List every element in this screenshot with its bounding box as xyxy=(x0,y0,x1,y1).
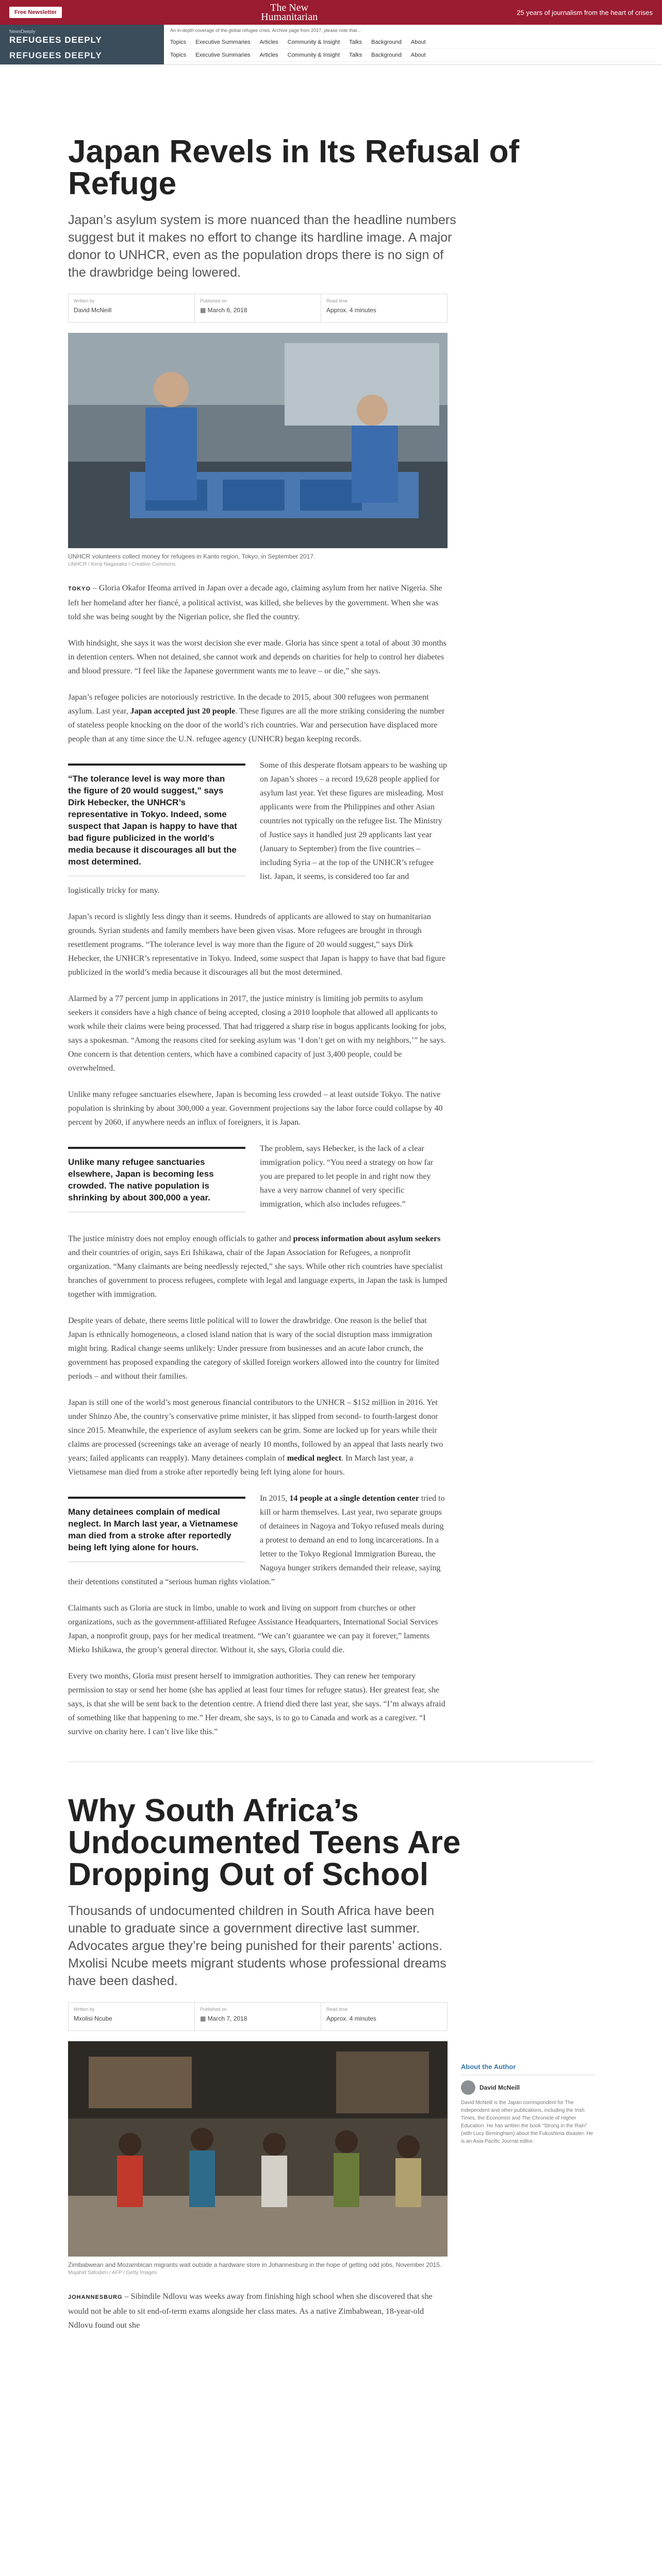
nav-item-community-insight[interactable]: Community & Insight xyxy=(287,39,340,45)
article-headline: Why South Africa’s Undocumented Teens Are Dropping Out of School xyxy=(68,1793,461,1892)
pull-quote: Many detainees complain of medical neglect. In March last year, a Vietnamese man died from a stroke after reportedly being left lying alone for hours. xyxy=(68,1497,245,1562)
meta-author[interactable]: Written by Mxolisi Ncube xyxy=(69,2003,195,2030)
nav-item-topics[interactable]: Topics xyxy=(170,52,187,58)
pull-quote: “The tolerance level is way more than the figure of 20 would suggest,” says Dirk Hebecker, the UNHCR’s representative in Tokyo. Indeed, some suspect that Japan is happy to have that bad figure publicized in the world’s media because it discourages all but the most determined. xyxy=(68,764,245,876)
body-paragraph: Claimants such as Gloria are stuck in limbo, unable to work and living on support from churches or other organizations, such as the government-affiliated Refugee Assistance Headquarters, International Social Services Japan, a nonprofit group, pays for her medical treatment. “We can’t guarantee we can pay it forever,” laments Mieko Ishikawa, the group’s general director. Without it, she says, Gloria could die. xyxy=(68,1604,438,1654)
nav-item-background[interactable]: Background xyxy=(371,39,402,45)
body-paragraph: JOHANNESBURG – Sibindile Ndlovu was weeks away from finishing high school when she discovered that she would not be able to sit end-of-term exams alongside her class mates. As a native Zimbabwean, 18-year-old Ndlovu found out she xyxy=(68,2292,433,2330)
calendar-icon: ▦ xyxy=(200,2015,208,2022)
logo-line-2: Humanitarian xyxy=(261,11,318,23)
nav-item-topics[interactable]: Topics xyxy=(170,39,187,45)
nav-row-sticky xyxy=(170,49,656,62)
body-paragraph: Japan is still one of the world’s most generous financial contributors to the UNHCR – $152 million in 2016. Yet under Shinzo Abe, the country’s conservative prime minister, it has slipped from second- to fourth-largest donor since 2015. Meanwhile, the experience of asylum seekers can be grim. Some are locked up for years while their claims are processed (screenings take an average of nearly 10 months, followed by an appeal that lasts nearly two years; failed applicants can reapply). Many detainees complain of medical neglect. In March last year, a Vietnamese man died from a stroke after reportedly being left lying alone for hours. xyxy=(68,1398,443,1477)
logo-line-1: The New xyxy=(270,2,309,13)
nav-item-background[interactable]: Background xyxy=(371,52,402,58)
meta-date: Published on ▦ March 7, 2018 xyxy=(195,2003,321,2030)
about-the-author xyxy=(461,2063,595,2145)
site-tagline: 25 years of journalism from the heart of crises xyxy=(517,8,653,16)
article-standfirst: Japan’s asylum system is more nuanced than the headline numbers suggest but it makes no effort to change its hardline image. A major donor to UNHCR, even as the population drops there is no sign of the drawbridge being lowered. xyxy=(68,213,456,280)
nav-item-talks[interactable]: Talks xyxy=(349,39,362,45)
article-divider xyxy=(68,1761,594,1762)
article-photo xyxy=(68,2041,448,2257)
photo-credit: Mujahid Safodien / AFP / Getty Images xyxy=(68,2270,157,2276)
body-paragraph: Every two months, Gloria must present herself to immigration authorities. They can renew her temporary permission to stay or send her home (she has applied at least four times for refugee status). Her greatest fear, she says, is that she will be sent back to the detention centre. A friend died there last year, she says. “I’m always afraid of something like that happening to me.” Her dream, she says, is to go to Canada and work as a caregiver. “I survive on charity here. I can’t live like this.” xyxy=(68,1672,445,1736)
archive-notice: An in-depth coverage of the global refugee crisis. Archive page from 2017, please note that... xyxy=(170,28,361,33)
nav-item-community-insight[interactable]: Community & Insight xyxy=(287,52,340,58)
inline-link[interactable]: medical neglect xyxy=(287,1454,342,1463)
body-paragraph: Some of this desperate flotsam appears to be washing up on Japan’s shores – a record 19,628 people applied for asylum last year. Yet these figures are misleading. Most applicants were from the Philippines and other Asian countries not typically on the refugee list. The Ministry of Justice says it handled just 29 applicants last year (January to September) from the five countries – including Syria – at the top of the UNHCR’s refugee list. Japan, it seems, is considered too far and logistically tricky for many. xyxy=(68,761,448,895)
inline-link[interactable]: Japan accepted just 20 people xyxy=(130,707,236,716)
pull-quote: Unlike many refugee sanctuaries elsewhere, Japan is becoming less crowded. The native population is shrinking by about 300,000 a year. xyxy=(68,1147,245,1212)
dateline: JOHANNESBURG xyxy=(68,2294,123,2300)
article-meta xyxy=(68,2002,448,2031)
body-paragraph: TOKYO – Gloria Okafor Ifeoma arrived in Japan over a decade ago, claiming asylum from her native Nigeria. She left her homeland after her fiancé, a political activist, was killed, she believes by the government. When she was told she was being sought by the Nigerian police, she fled the country. xyxy=(68,584,442,621)
meta-date: Published on ▦ March 6, 2018 xyxy=(195,294,321,322)
nav-item-talks[interactable]: Talks xyxy=(349,52,362,58)
refugees-deeply-title-sticky: REFUGEES DEEPLY xyxy=(9,50,102,60)
body-paragraph: With hindsight, she says it was the worst decision she ever made. Gloria has since spent a total of about 30 months in detention centers. When not detained, she cannot work and depends on charities for help to control her diabetes and blood pressure. “I feel like the Japanese government wants me to leave – or die,” she says. xyxy=(68,639,446,675)
article-headline: Japan Revels in Its Refusal of Refuge xyxy=(68,134,520,201)
newsdeeply-label: NewsDeeply xyxy=(9,29,36,34)
article-meta xyxy=(68,294,448,323)
section-header xyxy=(0,25,662,65)
inline-link[interactable]: process information about asylum seekers xyxy=(293,1234,441,1243)
body-paragraph: Alarmed by a 77 percent jump in applications in 2017, the justice ministry is limiting job permits to asylum seekers it considers have a high chance of being accepted, closing a 2010 loophole that allowed all applicants to work while their claims were being processed. That had triggered a sharp rise in bogus applicants looking for jobs, says a spokesman. “Among the reasons cited for seeking asylum was ‘I don’t get on with my neighbors,’” he says. One concern is that detention centers, which have a combined capacity of just 3,400 people, could be overwhelmed. xyxy=(68,994,446,1073)
dateline: TOKYO xyxy=(68,586,91,592)
calendar-icon: ▦ xyxy=(200,307,208,314)
article-photo xyxy=(68,333,448,548)
body-paragraph: Japan’s record is slightly less dingy than it seems. Hundreds of applicants are allowed to stay on humanitarian grounds. Syrian students and family members have been given visas. More refugees are brought in through resettlement programs. “The tolerance level is way more than the figure of 20 would suggest,” says Dirk Hebecker, the UNHCR’s representative in Tokyo. Indeed, some suspect that Japan is happy to have that bad figure publicized in the world’s media because it discourages all but the most determined. xyxy=(68,912,445,977)
photo-caption: UNHCR volunteers collect money for refugees in Kanto region, Tokyo, in September 2017. UNHCR / Kenji Nagasaka / Creative Commons xyxy=(68,552,448,569)
author-avatar xyxy=(461,2080,475,2095)
body-paragraph: The justice ministry does not employ enough officials to gather and process information about asylum seekers and their countries of origin, says Eri Ishikawa, chair of the Japan Association for Refugees, a nonprofit organization. “Many claimants are being needlessly rejected,” she says. While other rich countries have specialist branches of government to process refugees, complete with legal and language experts, in Japan the task is lumped together with immigration. xyxy=(68,1234,448,1299)
body-paragraph: The problem, says Hebecker, is the lack of a clear immigration policy. “You need a strategy on how far you are prepared to let people in and right now they have a very narrow channel of very specific immigration, which also includes refugees.” xyxy=(260,1144,434,1209)
nav-item-articles[interactable]: Articles xyxy=(259,39,278,45)
article-japan xyxy=(0,136,662,2332)
refugees-deeply-title: REFUGEES DEEPLY xyxy=(9,35,102,45)
body-paragraph: In 2015, 14 people at a single detention center tried to kill or harm themselves. Last year, two separate groups of detainees in Nagoya and Tokyo refused meals during a protest to demand an end to long incarcerations. In a letter to the Tokyo Regional Immigration Bureau, the Nagoya hunger strikers demanded their release, saying their detentions constituted a “serious human rights violation.” xyxy=(68,1494,445,1586)
nav-item-executive-summaries[interactable]: Executive Summaries xyxy=(195,52,251,58)
meta-read-time: Read time Approx. 4 minutes xyxy=(326,2007,376,2022)
meta-author[interactable]: Written by David McNeill xyxy=(69,294,195,322)
the-new-humanitarian-logo[interactable] xyxy=(261,3,318,22)
free-newsletter-button[interactable]: Free Newsletter xyxy=(9,7,62,18)
body-paragraph: Unlike many refugee sanctuaries elsewhere, Japan is becoming less crowded – at least outside Tokyo. The native population is shrinking by about 300,000 a year. Government projections say the labor force could collapse by 40 percent by 2060, if anywhere needs an influx of foreigners, it is Japan. xyxy=(68,1090,443,1127)
author-name[interactable]: David McNeill xyxy=(479,2084,520,2091)
body-paragraph: Japan’s refugee policies are notoriously restrictive. In the decade to 2015, about 300 refugees won permanent asylum. Last year, Japan accepted just 20 people. These figures are all the more striking considering the number of stateless people knocking on the door of the world’s rich countries. War and persecution have displaced more people than at any time since the U.N. refugee agency (UNHCR) began keeping records. xyxy=(68,693,445,743)
nav-row-primary xyxy=(170,36,656,49)
nav-item-articles[interactable]: Articles xyxy=(259,52,278,58)
top-bar xyxy=(0,0,662,25)
author-bio: David McNeill is the Japan correspondent for The Independent and other publications, including the Irish Times, the Economist and The Chronicle of Higher Education. He has written the book “Strong in the Rain” (with Lucy Birmingham) about the Fukushima disaster. He is an Asia-Pacific Journal editor. xyxy=(461,2100,593,2144)
nav-item-about[interactable]: About xyxy=(410,39,426,45)
about-heading: About the Author xyxy=(461,2063,595,2075)
body-paragraph: Despite years of debate, there seems little political will to lower the drawbridge. One reason is the belief that Japan is ethnically homogeneous, a closed island nation that is wary of the social disruption mass immigration might bring. Radical change seems unlikely: Under pressure from businesses and an acute labor crunch, the government has proposed expanding the category of skilled foreign workers allowed into the country for limited periods – and without their families. xyxy=(68,1316,439,1381)
nav-item-executive-summaries[interactable]: Executive Summaries xyxy=(195,39,251,45)
nav-item-about[interactable]: About xyxy=(410,52,426,58)
article-standfirst: Thousands of undocumented children in South Africa have been unable to graduate since a government directive last summer. Advocates argue they’re being punished for their parents’ actions. Mxolisi Ncube meets migrant students whose professional dreams have been dashed. xyxy=(68,1904,446,1988)
refugees-deeply-logo[interactable] xyxy=(0,25,164,64)
meta-read-time: Read time Approx. 4 minutes xyxy=(326,298,376,314)
photo-credit: UNHCR / Kenji Nagasaka / Creative Commons xyxy=(68,562,176,567)
photo-caption: Zimbabwean and Mozambican migrants wait outside a hardware store in Johannesburg in the hope of getting odd jobs, November 2015. Mujahid Safodien / AFP / Getty Images xyxy=(68,2261,448,2277)
section-nav xyxy=(164,25,662,64)
article-body xyxy=(68,2290,448,2332)
inline-link[interactable]: 14 people at a single detention center xyxy=(289,1494,419,1503)
article-body xyxy=(68,581,448,1739)
